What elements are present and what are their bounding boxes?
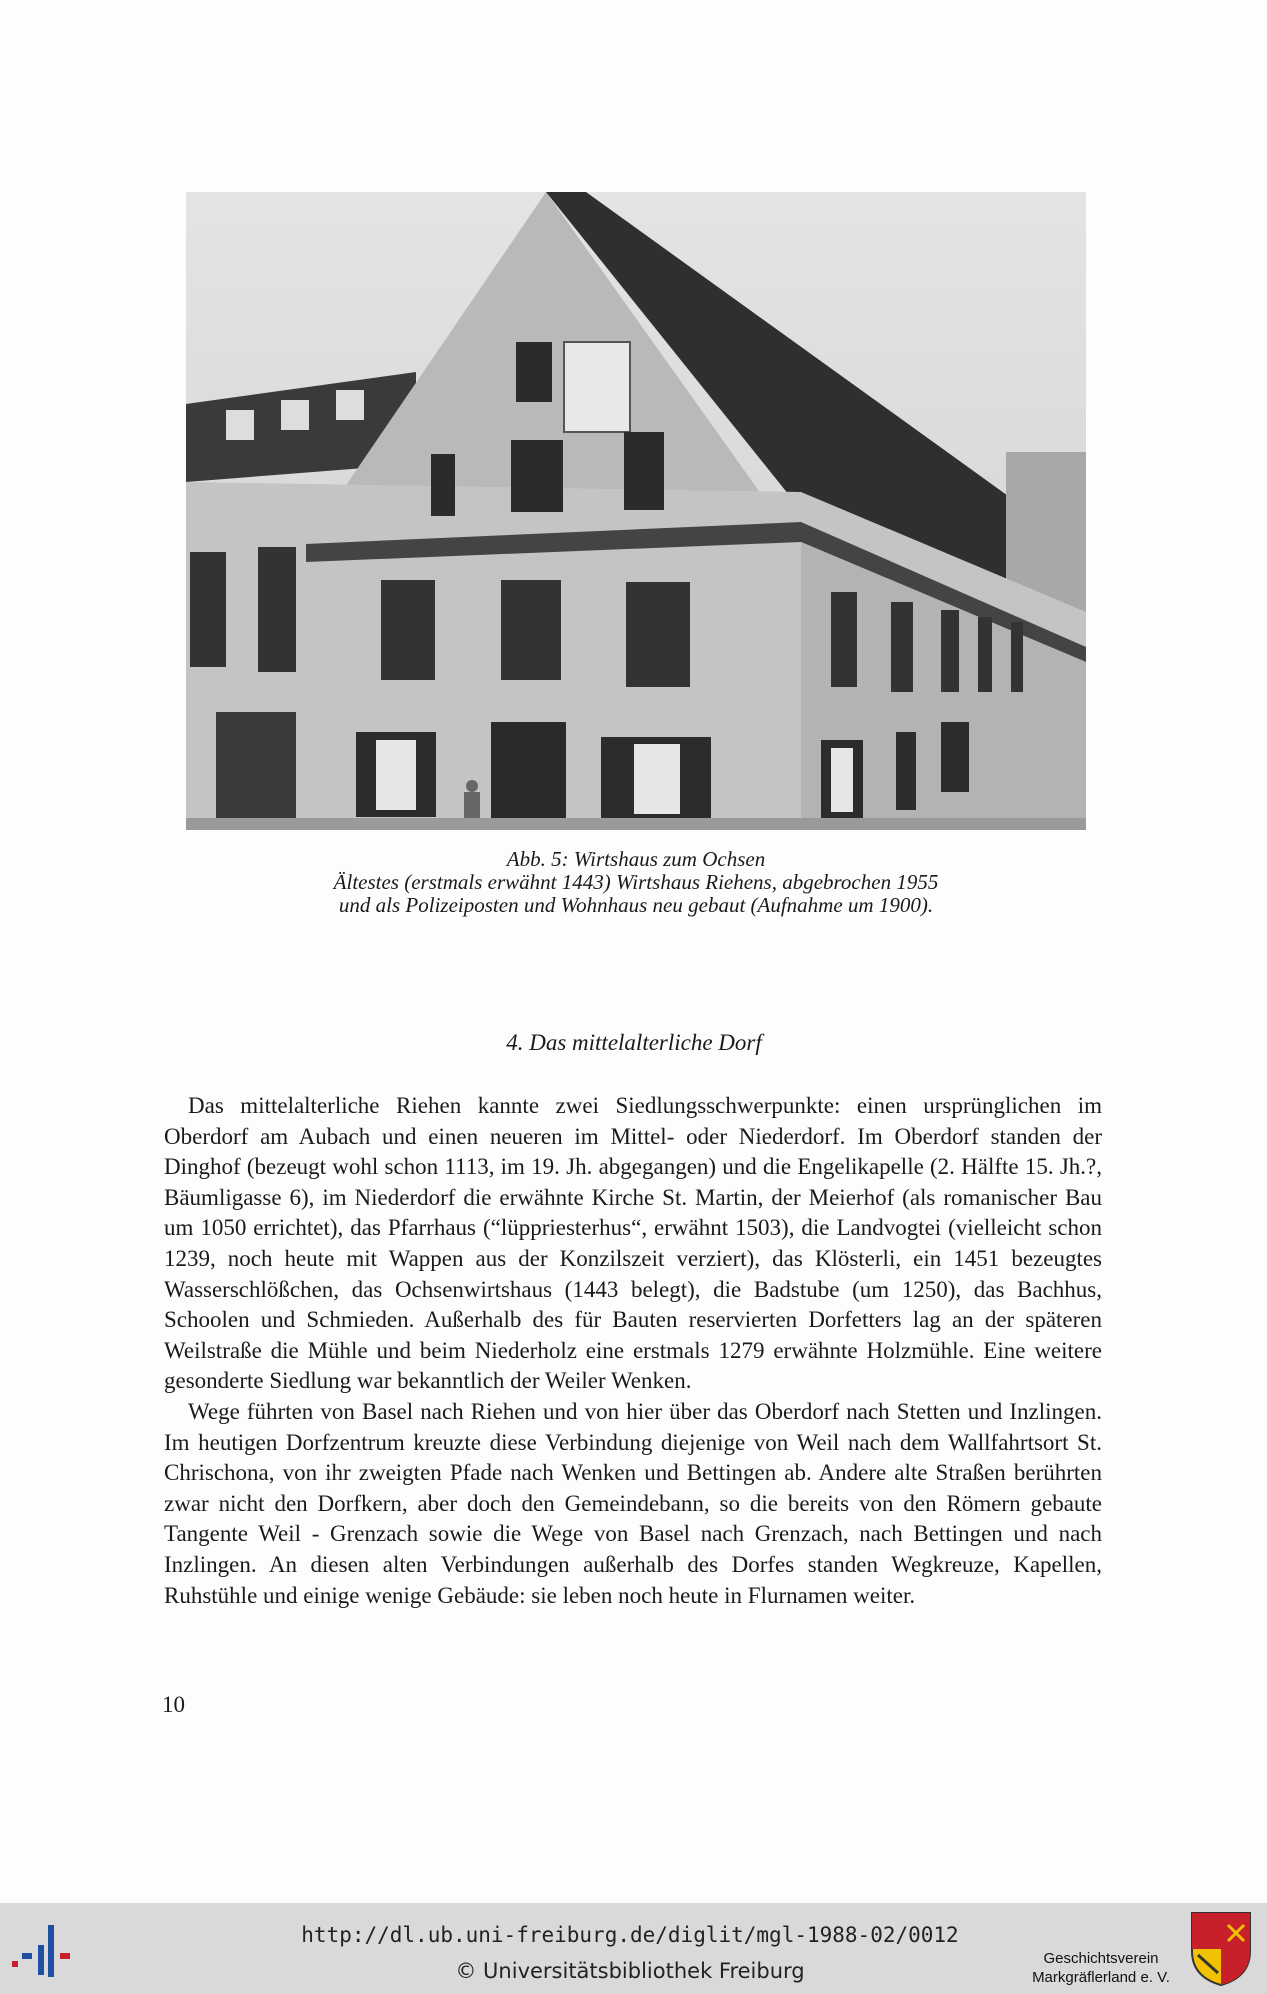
society-line: Geschichtsverein [1043,1950,1159,1967]
ub-freiburg-logo-icon [12,1915,82,1985]
paragraph: Das mittelalterliche Riehen kannte zwei Siedlungsschwerpunkte: einen ursprünglichen im Oberdorf am Aubach und einen neueren im Mittel- oder Niederdorf. Im Oberdorf standen der Dinghof (bezeugt wohl schon 1113, im 19. Jh. abgegangen) und die Engelikapelle (2. Hälfte 15. Jh.?, Bäumligasse 6), im Niederdorf die erwähnte Kirche St. Martin, der Meierhof (als romanischer Bau um 1050 errichtet), das Pfarrhaus (“lüppriesterhus“, erwähnt 1503), die Landvogtei (vielleicht schon 1239, noch heute mit Wappen aus der Konzilszeit verziert), das Klösterli, ein 1451 bezeugtes Wasserschlößchen, das Ochsenwirtshaus (1443 belegt), die Badstube (um 1250), das Bachhus, Schoolen und Schmieden. Außerhalb des für Bauten reservierten Dorfetters lag an der späteren Weilstraße die Mühle und beim Niederholz eine erstmals 1279 erwähnte Holzmühle. Eine weitere gesonderte Siedlung war bekanntlich der Weiler Wenken. [164,1093,1102,1394]
body-text [164,1091,1102,1611]
figure-caption [186,848,1086,917]
caption-line: und als Polizeiposten und Wohnhaus neu gebaut (Aufnahme um 1900). [338,893,934,917]
document-url-link[interactable]: http://dl.ub.uni-freiburg.de/diglit/mgl-1988-02/0012 [301,1923,959,1947]
viewer-footer [0,1903,1267,1994]
caption-title: Abb. 5: Wirtshaus zum Ochsen [506,847,766,871]
building-photo [186,192,1086,830]
caption-line: Ältestes (erstmals erwähnt 1443) Wirtshaus Riehens, abgebrochen 1955 [333,870,939,894]
wirtshaus-photo-illustration [186,192,1086,830]
page-number: 10 [162,1692,185,1717]
coat-of-arms-icon [1190,1911,1252,1987]
paragraph: Wege führten von Basel nach Riehen und von hier über das Oberdorf nach Stetten und Inzlingen. Im heutigen Dorfzentrum kreuzte diese Verbindung diejenige von Weil nach dem Wallfahrtsort St. Chrischona, von ihr zweigten Pfade nach Wenken und Bettingen ab. Andere alte Straßen berührten zwar nicht den Dorfkern, aber doch den Gemeindebann, so die bereits von den Römern gebaute Tangente Weil - Grenzach sowie die Wege von Basel nach Grenzach, nach Bettingen und nach Inzlingen. An diesen alten Verbindungen außerhalb des Dorfes standen Wegkreuze, Kapellen, Ruhstühle und einige wenige Gebäude: sie leben noch heute in Flurnamen weiter. [164,1398,1102,1608]
society-name [1016,1949,1186,1987]
society-line: Markgräflerland e. V. [1032,1969,1170,1986]
copyright-text: © Universitätsbibliothek Freiburg [455,1959,805,1983]
section-heading: 4. Das mittelalterliche Dorf [506,1030,762,1055]
